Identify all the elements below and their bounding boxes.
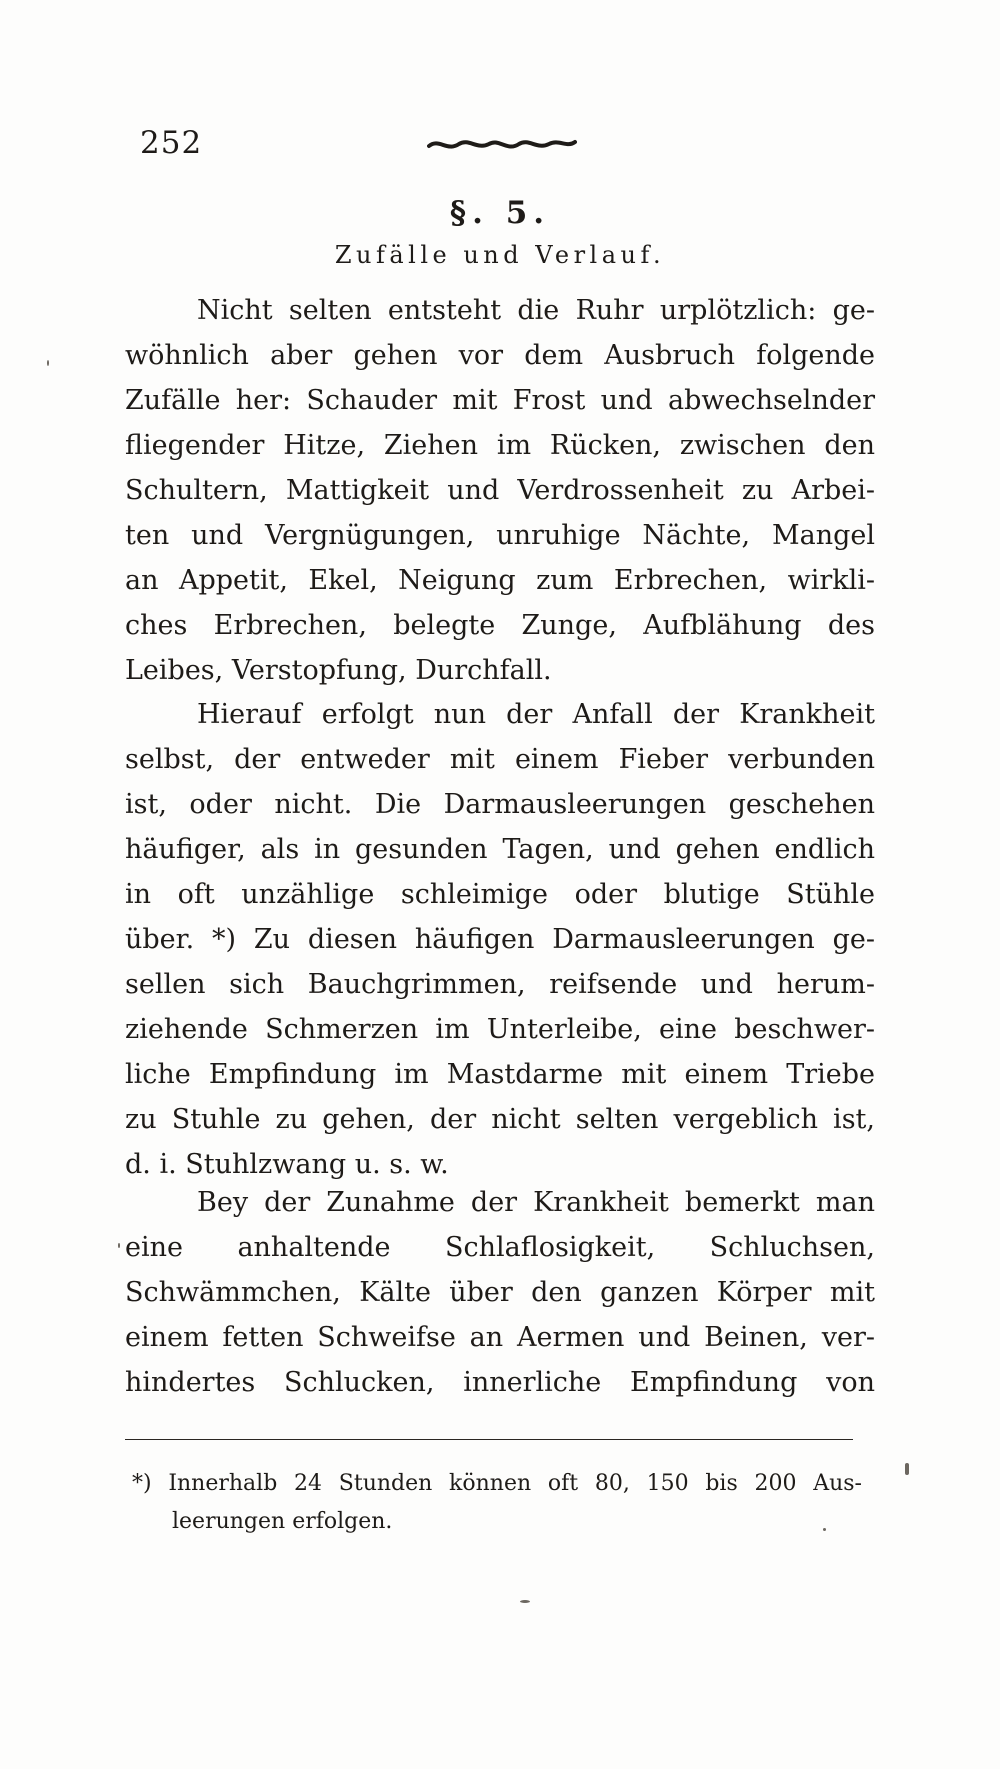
text-line: Schultern, Mattigkeit und Verdrossenheit zu Arbei- — [125, 475, 875, 506]
text-line: Zufälle her: Schauder mit Frost und abwechselnder — [125, 385, 875, 416]
text-line: ches Erbrechen, belegte Zunge, Aufblähung des — [125, 610, 875, 641]
text-line: Bey der Zunahme der Krankheit bemerkt man — [197, 1187, 875, 1218]
text-line: in oft unzählige schleimige oder blutige Stühle — [125, 879, 875, 910]
text-line: Leibes, Verstopfung, Durchfall. — [125, 655, 552, 686]
text-line: hindertes Schlucken, innerliche Empfindung von — [125, 1367, 875, 1398]
footnote — [132, 1465, 862, 1541]
text-line: häufiger, als in gesunden Tagen, und gehen endlich — [125, 834, 875, 865]
text-line: eine anhaltende Schlaflosigkeit, Schluchsen, — [125, 1232, 875, 1263]
print-speck — [47, 360, 49, 366]
text-line: ziehende Schmerzen im Unterleibe, eine beschwer- — [125, 1014, 875, 1045]
print-speck — [823, 1528, 826, 1531]
text-line: liche Empfindung im Mastdarme mit einem Triebe — [125, 1059, 875, 1090]
text-line: zu Stuhle zu gehen, der nicht selten vergeblich ist, — [125, 1104, 875, 1135]
text-line: Nicht selten entsteht die Ruhr urplötzlich: ge- — [197, 295, 875, 326]
paragraph — [125, 692, 875, 1187]
text-line: ist, oder nicht. Die Darmausleerungen geschehen — [125, 789, 875, 820]
print-speck — [905, 1463, 909, 1475]
footnote-line: leerungen erfolgen. — [172, 1509, 393, 1534]
text-line: an Appetit, Ekel, Neigung zum Erbrechen, wirkli- — [125, 565, 875, 596]
page-number: 252 — [140, 125, 203, 161]
print-speck — [118, 1243, 120, 1248]
text-line: Hierauf erfolgt nun der Anfall der Krankheit — [197, 699, 875, 730]
footnote-line: *) Innerhalb 24 Stunden können oft 80, 150 bis 200 Aus- — [132, 1471, 862, 1496]
text-line: fliegender Hitze, Ziehen im Rücken, zwischen den — [125, 430, 875, 461]
print-speck — [520, 1600, 530, 1603]
paragraph — [125, 288, 875, 693]
text-line: Schwämmchen, Kälte über den ganzen Körper mit — [125, 1277, 875, 1308]
text-line: über. *) Zu diesen häufigen Darmausleerungen ge- — [125, 924, 875, 955]
text-line: einem fetten Schweifse an Aermen und Beinen, ver- — [125, 1322, 875, 1353]
text-line: sellen sich Bauchgrimmen, reifsende und herum- — [125, 969, 875, 1000]
text-line: ten und Vergnügungen, unruhige Nächte, Mangel — [125, 520, 875, 551]
text-line: selbst, der entweder mit einem Fieber verbunden — [125, 744, 875, 775]
footnote-divider — [125, 1439, 853, 1440]
section-heading: Zufälle und Verlauf. — [334, 241, 666, 269]
paragraph — [125, 1180, 875, 1405]
text-line: d. i. Stuhlzwang u. s. w. — [125, 1149, 449, 1180]
section-number: §. 5. — [449, 195, 551, 231]
header-ornament — [427, 134, 577, 156]
text-line: wöhnlich aber gehen vor dem Ausbruch folgende — [125, 340, 875, 371]
